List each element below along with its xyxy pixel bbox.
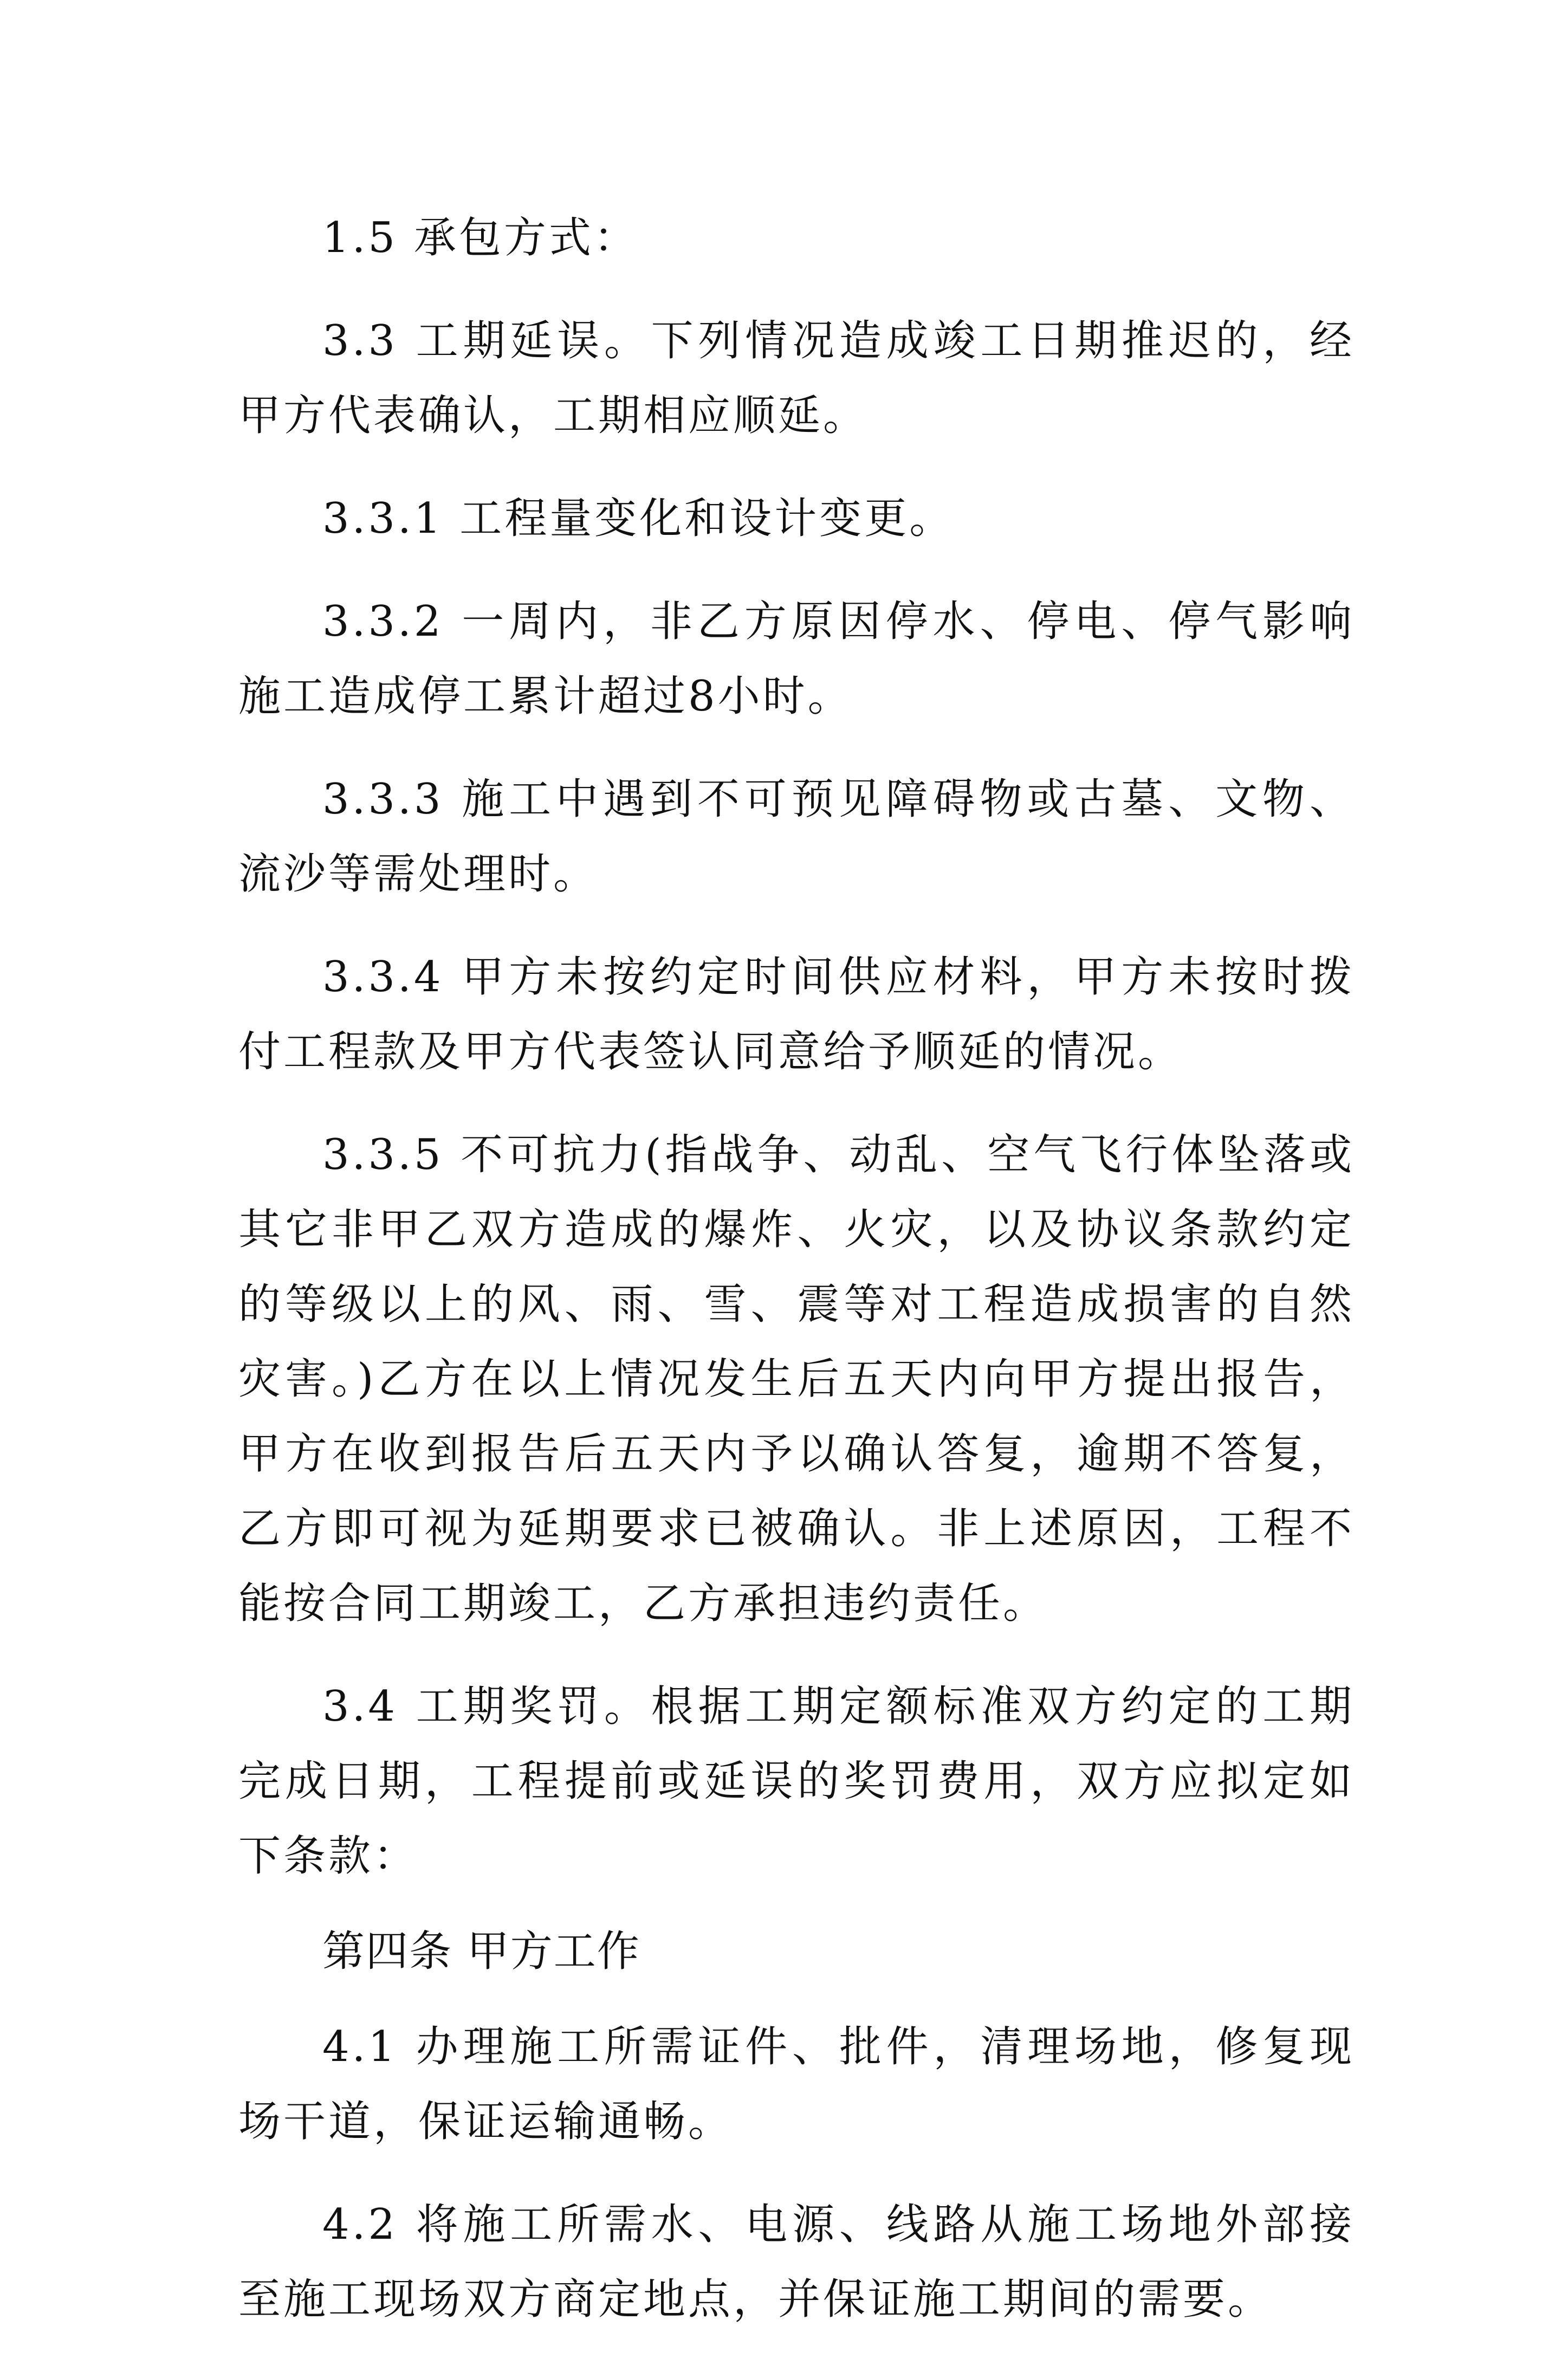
document-body [238, 201, 1355, 2365]
clause-3-3-2: 3.3.2 一周内，非乙方原因停水、停电、停气影响施工造成停工累计超过8小时。 [238, 597, 1355, 721]
clause-3-3-4: 3.3.4 甲方未按约定时间供应材料，甲方未按时拨付工程款及甲方代表签认同意给予顺延的情况。 [238, 953, 1355, 1076]
clause-3-3-5: 3.3.5 不可抗力(指战争、动乱、空气飞行体坠落或其它非甲乙双方造成的爆炸、火灾，以及协议条款约定的等级以上的风、雨、雪、震等对工程造成损害的自然灾害。)乙方在以上情况发生后五天内向甲方提出报告，甲方在收到报告后五天内予以确认答复，逾期不答复，乙方即可视为延期要求已被确认。非上述原因，工程不能按合同工期竣工，乙方承担违约责任。 [238, 1130, 1355, 1628]
clause-1-5: 1.5 承包方式： [322, 214, 639, 262]
article-4-heading: 第四条 甲方工作 [322, 1927, 640, 1976]
clause-3-3-1: 3.3.1 工程量变化和设计变更。 [322, 494, 955, 543]
clause-3-3: 3.3 工期延误。下列情况造成竣工日期推迟的，经甲方代表确认，工期相应顺延。 [238, 316, 1355, 440]
clause-3-3-3: 3.3.3 施工中遇到不可预见障碍物或古墓、文物、流沙等需处理时。 [238, 775, 1355, 899]
clause-4-2: 4.2 将施工所需水、电源、线路从施工场地外部接至施工现场双方商定地点，并保证施工期间的需要。 [238, 2200, 1355, 2324]
clause-4-1: 4.1 办理施工所需证件、批件，清理场地，修复现场干道，保证运输通畅。 [238, 2022, 1355, 2146]
clause-3-4: 3.4 工期奖罚。根据工期定额标准双方约定的工期完成日期，工程提前或延误的奖罚费用，双方应拟定如下条款： [238, 1682, 1355, 1881]
